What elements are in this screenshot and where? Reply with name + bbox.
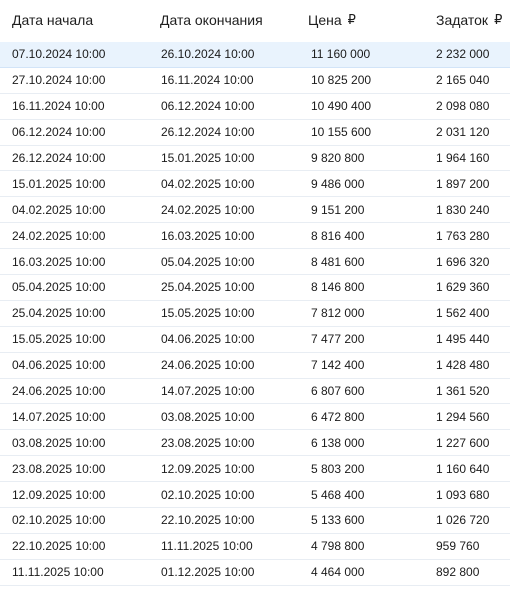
header-end-date-label: Дата окончания	[160, 12, 263, 28]
deposit-cell: 2 232 000	[436, 47, 490, 62]
price-cell: 7 812 000	[311, 306, 365, 321]
end-date-cell: 26.12.2024 10:00	[161, 125, 255, 140]
deposit-cell: 1 629 360	[436, 280, 490, 295]
table-row[interactable]	[0, 275, 510, 301]
start-date-cell: 06.12.2024 10:00	[12, 125, 106, 140]
end-date-cell: 24.02.2025 10:00	[161, 202, 255, 217]
table-row[interactable]	[0, 146, 510, 172]
price-cell: 4 798 800	[311, 539, 365, 554]
start-date-cell: 25.04.2025 10:00	[12, 306, 106, 321]
deposit-cell: 1 428 480	[436, 358, 490, 373]
table-row[interactable]	[0, 301, 510, 327]
start-date-cell: 11.11.2025 10:00	[12, 565, 104, 580]
end-date-cell: 26.10.2024 10:00	[161, 47, 255, 62]
end-date-cell: 11.11.2025 10:00	[161, 539, 253, 554]
start-date-cell: 15.05.2025 10:00	[12, 332, 106, 347]
price-cell: 7 477 200	[311, 332, 365, 347]
deposit-cell: 1 093 680	[436, 487, 490, 502]
end-date-cell: 22.10.2025 10:00	[161, 513, 255, 528]
deposit-cell: 959 760	[436, 539, 480, 554]
header-price-label: Цена	[308, 12, 342, 28]
end-date-cell: 15.01.2025 10:00	[161, 151, 255, 165]
start-date-cell: 16.11.2024 10:00	[12, 99, 105, 114]
table-row[interactable]	[0, 353, 510, 379]
price-cell: 9 486 000	[311, 176, 365, 191]
price-cell: 10 155 600	[311, 125, 372, 140]
end-date-cell: 25.04.2025 10:00	[161, 280, 255, 295]
header-start-date-label: Дата начала	[12, 12, 94, 28]
price-cell: 8 146 800	[311, 280, 365, 295]
deposit-cell: 1 227 600	[436, 435, 490, 450]
start-date-cell: 07.10.2024 10:00	[12, 47, 106, 62]
price-cell: 10 490 400	[311, 99, 372, 114]
header-end-date	[160, 12, 308, 28]
start-date-cell: 03.08.2025 10:00	[12, 435, 106, 450]
table-row[interactable]	[0, 560, 510, 586]
price-cell: 5 803 200	[311, 461, 365, 476]
table-row[interactable]	[0, 534, 510, 560]
table-row[interactable]	[0, 456, 510, 482]
end-date-cell: 05.04.2025 10:00	[161, 254, 255, 269]
end-date-cell: 01.12.2025 10:00	[161, 565, 255, 580]
price-cell: 4 464 000	[311, 565, 365, 580]
deposit-cell: 1 495 440	[436, 332, 490, 347]
price-cell: 5 133 600	[311, 513, 365, 528]
start-date-cell: 15.01.2025 10:00	[12, 176, 106, 191]
end-date-cell: 02.10.2025 10:00	[161, 487, 255, 502]
start-date-cell: 22.10.2025 10:00	[12, 539, 106, 554]
table-row[interactable]	[0, 404, 510, 430]
start-date-cell: 04.02.2025 10:00	[12, 202, 106, 217]
deposit-cell: 1 830 240	[436, 202, 490, 217]
price-cell: 9 151 200	[311, 202, 365, 217]
deposit-cell: 2 098 080	[436, 99, 490, 114]
start-date-cell: 05.04.2025 10:00	[12, 280, 106, 295]
end-date-cell: 23.08.2025 10:00	[161, 435, 255, 450]
deposit-cell: 1 160 640	[436, 461, 490, 476]
table-row[interactable]	[0, 482, 510, 508]
table-body	[0, 42, 510, 586]
table-row[interactable]	[0, 327, 510, 353]
table-row[interactable]	[0, 223, 510, 249]
start-date-cell: 04.06.2025 10:00	[12, 358, 106, 373]
table-row[interactable]	[0, 430, 510, 456]
deposit-cell: 1 897 200	[436, 176, 490, 191]
deposit-cell: 1 964 160	[436, 151, 490, 165]
end-date-cell: 03.08.2025 10:00	[161, 409, 255, 424]
table-row[interactable]	[0, 94, 510, 120]
price-cell: 8 816 400	[311, 228, 365, 243]
end-date-cell: 04.06.2025 10:00	[161, 332, 255, 347]
table-row[interactable]	[0, 197, 510, 223]
deposit-cell: 892 800	[436, 565, 480, 580]
price-cell: 11 160 000	[311, 47, 371, 62]
deposit-cell: 1 294 560	[436, 409, 490, 424]
deposit-cell: 1 361 520	[436, 384, 490, 399]
table-row[interactable]	[0, 42, 510, 68]
ruble-icon: ₽	[494, 12, 503, 27]
start-date-cell: 27.10.2024 10:00	[12, 73, 106, 88]
table-row[interactable]	[0, 171, 510, 197]
deposit-cell: 2 031 120	[436, 125, 490, 140]
end-date-cell: 16.03.2025 10:00	[161, 228, 255, 243]
deposit-cell: 1 026 720	[436, 513, 490, 528]
start-date-cell: 26.12.2024 10:00	[12, 151, 106, 165]
header-start-date	[12, 12, 160, 28]
deposit-cell: 2 165 040	[436, 73, 490, 88]
start-date-cell: 02.10.2025 10:00	[12, 513, 106, 528]
price-cell: 7 142 400	[311, 358, 365, 373]
price-cell: 9 820 800	[311, 151, 365, 165]
table-row[interactable]	[0, 68, 510, 94]
header-deposit	[436, 12, 510, 28]
table-row[interactable]	[0, 120, 510, 146]
price-cell: 8 481 600	[311, 254, 365, 269]
end-date-cell: 14.07.2025 10:00	[161, 384, 255, 399]
start-date-cell: 24.06.2025 10:00	[12, 384, 106, 399]
end-date-cell: 04.02.2025 10:00	[161, 176, 255, 191]
start-date-cell: 16.03.2025 10:00	[12, 254, 106, 269]
start-date-cell: 12.09.2025 10:00	[12, 487, 106, 502]
deposit-cell: 1 562 400	[436, 306, 490, 321]
price-cell: 5 468 400	[311, 487, 365, 502]
price-cell: 6 807 600	[311, 384, 365, 399]
deposit-cell: 1 696 320	[436, 254, 490, 269]
price-cell: 6 472 800	[311, 409, 365, 424]
ruble-icon: ₽	[347, 12, 356, 27]
table-row[interactable]	[0, 508, 510, 534]
header-deposit-label: Задаток	[436, 12, 489, 28]
table-row[interactable]	[0, 379, 510, 405]
end-date-cell: 16.11.2024 10:00	[161, 73, 254, 88]
price-cell: 10 825 200	[311, 73, 372, 88]
deposit-cell: 1 763 280	[436, 228, 490, 243]
end-date-cell: 12.09.2025 10:00	[161, 461, 255, 476]
price-cell: 6 138 000	[311, 435, 365, 450]
start-date-cell: 14.07.2025 10:00	[12, 409, 106, 424]
end-date-cell: 06.12.2024 10:00	[161, 99, 255, 114]
end-date-cell: 24.06.2025 10:00	[161, 358, 255, 373]
header-price	[308, 12, 436, 28]
start-date-cell: 23.08.2025 10:00	[12, 461, 106, 476]
table-header	[0, 0, 510, 40]
start-date-cell: 24.02.2025 10:00	[12, 228, 106, 243]
table-row[interactable]	[0, 249, 510, 275]
end-date-cell: 15.05.2025 10:00	[161, 306, 255, 321]
